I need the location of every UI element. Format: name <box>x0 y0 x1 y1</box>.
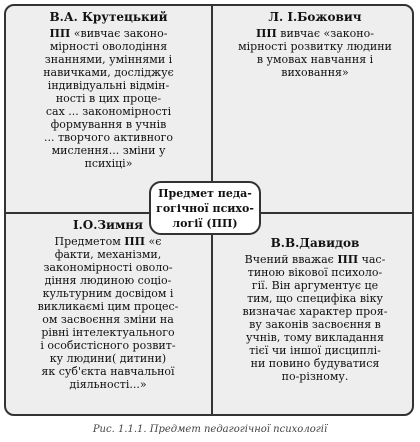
author-name: В.А. Крутецький <box>49 10 168 24</box>
definition-body: «є факти, механізми, закономірності оволо- діння людиною соціо- культурним досвідом і викликаємі цим процес- ом засвоєння зміни на рівні інтелектуального і особистісного розвит- ку людини( дитини) як суб'єкта навчальної діяльності...» <box>37 235 179 391</box>
definition-text <box>222 253 408 383</box>
abbreviation: ПП <box>124 235 146 248</box>
figure-caption: Рис. 1.1.1. Предмет педагогічної психології <box>92 424 328 435</box>
definition-text <box>222 27 408 79</box>
definition-body: «вивчає законо- мірності оволодіння знаннями, уміннями і навичками, досліджує індивідуальні відмін- ності в цих проце- сах ... закономірності формування в учнів ... творчого активного мислення... зміни у психіці» <box>43 27 174 170</box>
definition-prefix: Вчений вважає <box>244 253 338 266</box>
author-name: В.В.Давидов <box>270 236 360 250</box>
quadrant-zymnia <box>10 218 206 391</box>
abbreviation: ПП <box>49 27 71 40</box>
author-name: І.О.Зимня <box>72 218 144 232</box>
center-box: Предмет педа- гогічної психо- логії (ПП) <box>149 181 261 235</box>
definition-body: час- тиною вікової психоло- гії. Він аргументує це тим, що специфіка віку визначає характер проя- ву законів засвоєння в учнів, тому викладання тієї чи іншої дисциплі- ни повино будуватися по-різному. <box>242 253 388 383</box>
definition-text <box>12 27 205 170</box>
abbreviation: ПП <box>337 253 359 266</box>
definition-body: вивчає «законо- мірності розвитку людини в умовах навчання і виховання» <box>238 27 392 79</box>
definition-prefix: Предметом <box>54 235 125 248</box>
quadrant-davydov <box>222 236 408 383</box>
quadrant-krutetsky <box>12 10 205 170</box>
abbreviation: ПП <box>256 27 277 40</box>
definition-text <box>10 235 206 391</box>
author-name: Л. І.Божович <box>268 10 362 24</box>
quadrant-bozhovych <box>222 10 408 79</box>
